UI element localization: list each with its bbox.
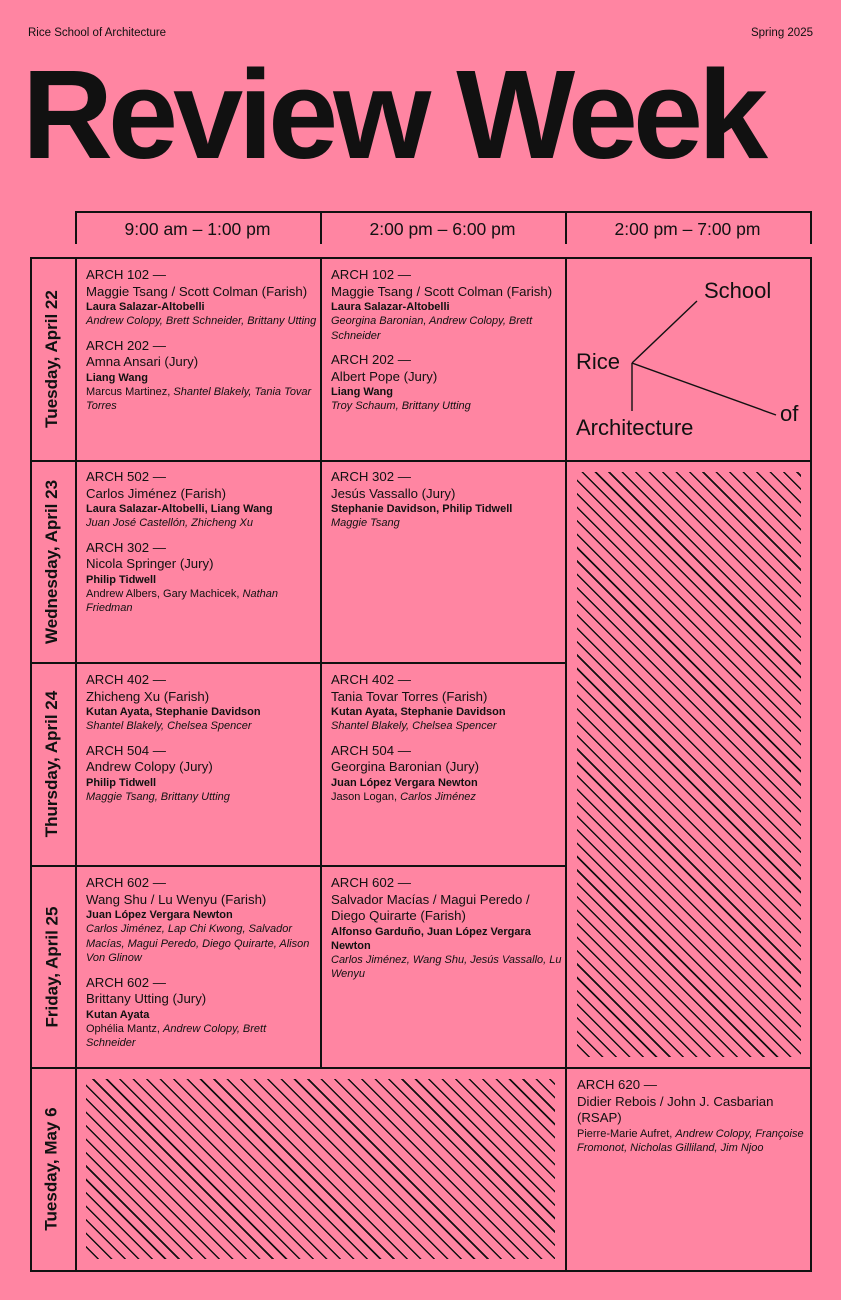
studio-lead: Jesús Vassallo (Jury) (331, 485, 456, 501)
hatched-empty-area (577, 472, 801, 1057)
studio-lead: Albert Pope (Jury) (331, 368, 438, 384)
coordinator: Laura Salazar-Altobelli (331, 301, 450, 313)
coordinator: Juan López Vergara Newton (86, 909, 233, 921)
grid-line (30, 1270, 812, 1272)
studio-lead: Nicola Springer (Jury) (86, 556, 214, 571)
studio-lead: Maggie Tsang / Scott Colman (Farish) (331, 283, 553, 299)
studio-lead: Brittany Utting (Jury) (86, 991, 207, 1006)
logo-word-of: of (780, 401, 799, 426)
jury-names: Andrew Albers, Gary Machicek, (86, 587, 243, 600)
coordinator: Liang Wang (331, 386, 393, 398)
logo-word-rice: Rice (576, 349, 621, 374)
studio-lead: Amna Ansari (Jury) (86, 354, 199, 369)
studio-lead: Georgina Baronian (Jury) (331, 759, 480, 774)
coordinator: Kutan Ayata, Stephanie Davidson (86, 706, 261, 718)
jury-names: Andrew Colopy, Brett Schneider (86, 1022, 267, 1049)
course-code: ARCH 302 — (331, 469, 411, 484)
studio-lead: Maggie Tsang / Scott Colman (Farish) (86, 283, 308, 299)
time-header-morning: 9:00 am – 1:00 pm (124, 219, 271, 239)
jury-names: Shantel Blakely, Tania Tovar Torres (86, 385, 312, 412)
coordinator: Stephanie Davidson, Philip Tidwell (331, 503, 513, 515)
coordinator: Juan López Vergara Newton (331, 776, 478, 789)
course-entry (331, 743, 563, 805)
jury-names: Pierre-Marie Aufret, (577, 1127, 676, 1140)
grid-line (30, 662, 566, 664)
page-title: Review Week (22, 44, 764, 185)
studio-lead: Tania Tovar Torres (Farish) (331, 688, 488, 704)
jury-list (331, 399, 563, 414)
course-code: ARCH 502 — (86, 469, 166, 484)
jury-list (577, 1127, 809, 1156)
course-code: ARCH 504 — (86, 742, 166, 758)
grid-line (75, 257, 77, 1271)
grid-line (810, 211, 812, 244)
jury-list (331, 790, 563, 805)
course-entry (577, 1077, 809, 1156)
jury-names: Carlos Jiménez, Lap Chi Kwong, Salvador Macías, Magui Peredo, Diego Quirarte, Alison Von Glinow (86, 923, 310, 964)
jury-names: Shantel Blakely, Chelsea Spencer (86, 720, 252, 732)
course-code: ARCH 402 — (331, 672, 411, 687)
course-code: ARCH 102 — (331, 267, 411, 282)
course-code: ARCH 602 — (331, 875, 411, 890)
jury-names: Maggie Tsang (331, 517, 400, 529)
schedule-cell (86, 875, 318, 1060)
course-entry (86, 338, 318, 414)
jury-list (86, 314, 318, 329)
jury-list (86, 719, 318, 734)
course-code: ARCH 402 — (86, 672, 166, 687)
schedule-cell (86, 267, 318, 423)
schedule-cell (86, 469, 318, 625)
jury-names: Ophélia Mantz, (86, 1022, 164, 1035)
jury-names: Troy Schaum, Brittany Utting (331, 400, 471, 412)
jury-list (86, 587, 318, 616)
coordinator: Philip Tidwell (86, 573, 157, 586)
grid-line (320, 257, 322, 1068)
course-entry (86, 672, 318, 734)
jury-names: Carlos Jiménez (400, 790, 476, 803)
coordinator: Laura Salazar-Altobelli (86, 301, 205, 313)
jury-names: Carlos Jiménez, Wang Shu, Jesús Vassallo, Lu Wenyu (331, 953, 562, 980)
time-header-evening: 2:00 pm – 7:00 pm (614, 219, 761, 239)
schedule-cell (331, 672, 563, 813)
day-label: Wednesday, April 23 (42, 479, 62, 644)
course-entry (331, 469, 563, 531)
day-label: Tuesday, April 22 (42, 290, 61, 428)
course-entry (86, 267, 318, 329)
course-entry (331, 672, 563, 734)
course-code: ARCH 620 — (577, 1077, 657, 1092)
studio-lead: Didier Rebois / John J. Casbarian (RSAP) (577, 1093, 774, 1125)
term-label: Spring 2025 (750, 27, 813, 39)
coordinator: Kutan Ayata (86, 1008, 150, 1021)
course-code: ARCH 202 — (86, 337, 166, 353)
grid-line (30, 460, 812, 462)
day-label: Thursday, April 24 (42, 690, 61, 838)
hatched-empty-area (86, 1079, 555, 1259)
studio-lead: Wang Shu / Lu Wenyu (Farish) (86, 891, 267, 907)
jury-list (86, 922, 318, 966)
course-entry (86, 875, 318, 966)
logo-word-architecture: Architecture (576, 415, 694, 440)
jury-list (86, 790, 318, 805)
grid-line (30, 1067, 812, 1069)
jury-list (331, 953, 563, 982)
course-code: ARCH 202 — (331, 352, 411, 367)
grid-line (30, 865, 566, 867)
studio-lead: Carlos Jiménez (Farish) (86, 485, 226, 501)
institution-name: Rice School of Architecture (28, 27, 167, 39)
jury-names: Juan José Castellón, Zhicheng Xu (86, 517, 253, 529)
day-label: Tuesday, May 6 (42, 1107, 61, 1231)
day-label: Friday, April 25 (42, 906, 61, 1027)
schedule-cell (331, 267, 563, 423)
time-header-afternoon: 2:00 pm – 6:00 pm (369, 219, 516, 239)
course-entry (86, 469, 318, 531)
course-code: ARCH 302 — (86, 539, 166, 555)
jury-names: Andrew Colopy, Brett Schneider, Brittany Utting (86, 315, 317, 327)
schedule-cell (577, 1077, 809, 1165)
course-entry (331, 352, 563, 414)
jury-list (86, 1022, 318, 1051)
studio-lead: Andrew Colopy (Jury) (86, 759, 213, 774)
course-code: ARCH 504 — (331, 742, 411, 758)
jury-names: Marcus Martinez, (86, 385, 174, 398)
coordinator: Alfonso Garduño, Juan López Vergara Newton (331, 925, 531, 952)
coordinator: Philip Tidwell (86, 776, 157, 789)
logo-word-school: School (704, 278, 772, 303)
rsa-logo (566, 258, 811, 460)
jury-names: Nathan Friedman (86, 587, 278, 614)
studio-lead: Zhicheng Xu (Farish) (86, 688, 210, 704)
course-entry (331, 875, 563, 982)
course-entry (86, 540, 318, 616)
course-entry (86, 743, 318, 805)
course-code: ARCH 102 — (86, 267, 166, 282)
schedule-cell (331, 875, 563, 991)
course-entry (331, 267, 563, 343)
jury-names: Andrew Colopy, Françoise Fromonot, Nicholas Gilliland, Jim Njoo (577, 1127, 804, 1154)
coordinator: Kutan Ayata, Stephanie Davidson (331, 706, 506, 718)
jury-names: Jason Logan, (331, 790, 401, 803)
schedule-cell (331, 469, 563, 540)
jury-list (86, 385, 318, 414)
jury-list (331, 719, 563, 734)
jury-names: Maggie Tsang, Brittany Utting (86, 790, 230, 803)
course-code: ARCH 602 — (86, 875, 166, 890)
grid-line (75, 211, 812, 213)
jury-names: Georgina Baronian, Andrew Colopy, Brett Schneider (331, 315, 533, 342)
course-entry (86, 975, 318, 1051)
studio-lead: Salvador Macías / Magui Peredo / Diego Quirarte (Farish) (331, 891, 530, 923)
jury-names: Shantel Blakely, Chelsea Spencer (331, 720, 497, 732)
jury-list (331, 314, 563, 343)
course-code: ARCH 602 — (86, 974, 166, 990)
jury-list (331, 516, 563, 531)
jury-list (86, 516, 318, 531)
coordinator: Liang Wang (86, 371, 148, 384)
coordinator: Laura Salazar-Altobelli, Liang Wang (86, 503, 273, 515)
schedule-cell (86, 672, 318, 813)
